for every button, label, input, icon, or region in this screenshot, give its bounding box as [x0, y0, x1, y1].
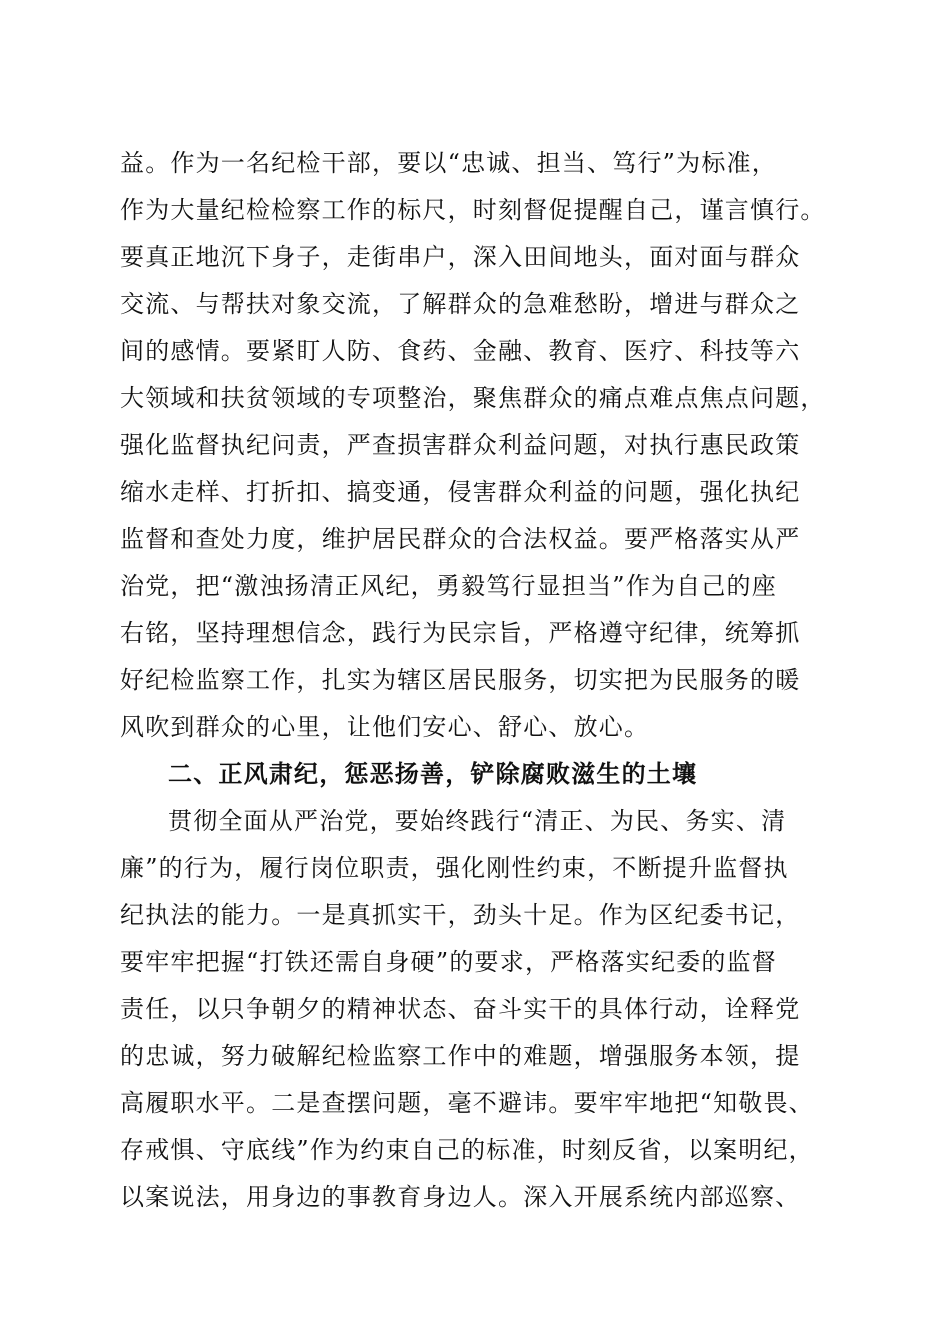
text-line: 风吹到群众的心里，让他们安心、舒心、放心。 [120, 713, 650, 741]
text-line: 作为大量纪检检察工作的标尺，时刻督促提醒自己，谨言慎行。 [120, 196, 826, 224]
text-line: 贯彻全面从严治党，要始终践行“清正、为民、务实、清 [168, 807, 787, 835]
text-line: 缩水走样、打折扣、搞变通，侵害群众利益的问题，强化执纪 [120, 478, 801, 506]
text-line: 的忠诚，努力破解纪检监察工作中的难题，增强服务本领，提 [120, 1042, 801, 1070]
text-line: 益。作为一名纪检干部，要以“忠诚、担当、笃行”为标准， [120, 149, 777, 177]
text-line: 要牢牢把握“打铁还需自身硬”的要求，严格落实纪委的监督 [120, 948, 777, 976]
text-line: 治党，把“激浊扬清正风纪，勇毅笃行显担当”作为自己的座 [120, 572, 777, 600]
text-line: 廉”的行为，履行岗位职责，强化刚性约束，不断提升监督执 [120, 854, 789, 882]
text-line: 存戒惧、守底线”作为约束自己的标准，时刻反省，以案明纪， [120, 1136, 814, 1164]
text-line: 交流、与帮扶对象交流，了解群众的急难愁盼，增进与群众之 [120, 290, 801, 318]
text-line: 责任，以只争朝夕的精神状态、奋斗实干的具体行动，诠释党 [120, 995, 801, 1023]
text-line: 大领域和扶贫领域的专项整治，聚焦群众的痛点难点焦点问题， [120, 384, 826, 412]
text-line: 监督和查处力度，维护居民群众的合法权益。要严格落实从严 [120, 525, 801, 553]
text-line: 间的感情。要紧盯人防、食药、金融、教育、医疗、科技等六 [120, 337, 801, 365]
text-line: 纪执法的能力。一是真抓实干，劲头十足。作为区纪委书记， [120, 901, 801, 929]
text-line: 右铭，坚持理想信念，践行为民宗旨，严格遵守纪律，统筹抓 [120, 619, 801, 647]
document-body [120, 140, 826, 1221]
text-line: 高履职水平。二是查摆问题，毫不避讳。要牢牢地把“知敬畏、 [120, 1089, 814, 1117]
section-heading: 二、正风肃纪，惩恶扬善，铲除腐败滋生的土壤 [168, 760, 698, 788]
text-line: 以案说法，用身边的事教育身边人。深入开展系统内部巡察、 [120, 1183, 801, 1211]
text-line: 好纪检监察工作，扎实为辖区居民服务，切实把为民服务的暖 [120, 666, 801, 694]
text-line: 强化监督执纪问责，严查损害群众利益问题，对执行惠民政策 [120, 431, 801, 459]
text-line: 要真正地沉下身子，走街串户，深入田间地头，面对面与群众 [120, 243, 801, 271]
